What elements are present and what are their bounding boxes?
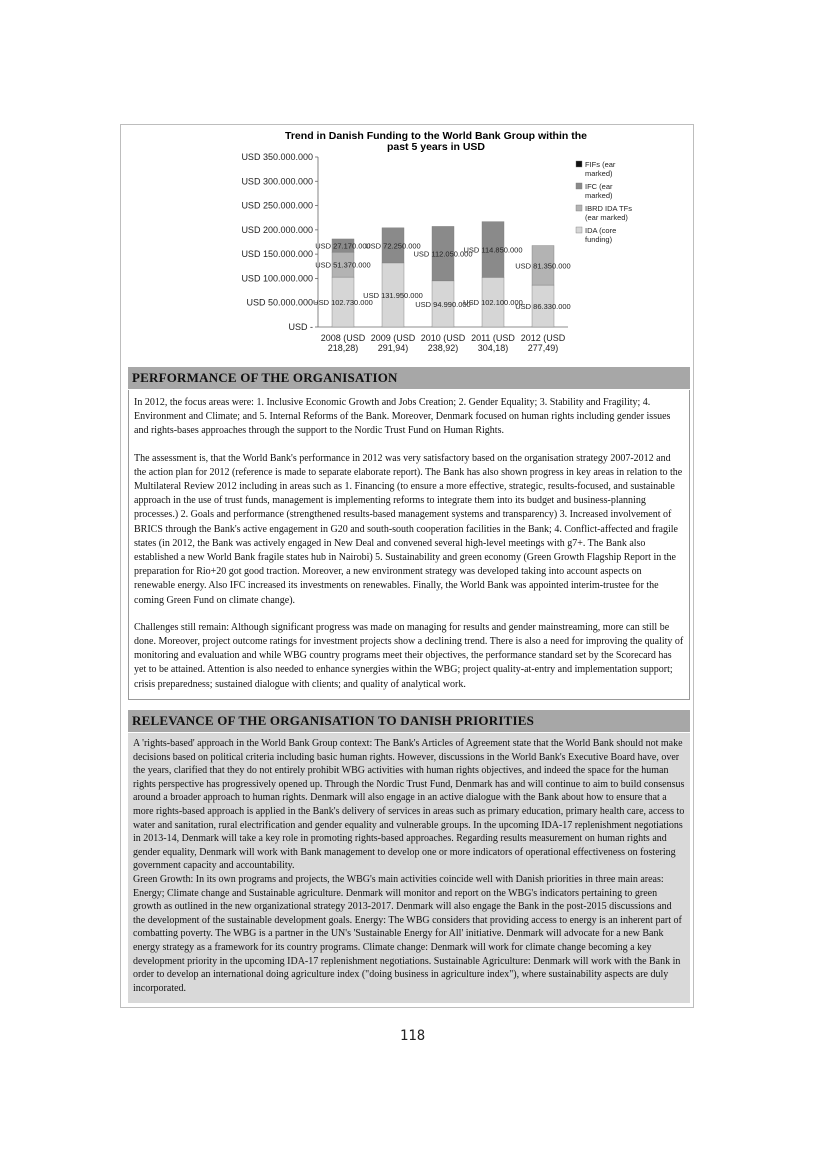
x-tick-label: 291,94) xyxy=(377,343,409,353)
relevance-heading: RELEVANCE OF THE ORGANISATION TO DANISH PRIORITIES xyxy=(128,710,690,732)
chart-title: Trend in Danish Funding to the World Bank Group within the xyxy=(285,130,587,142)
legend-label: IBRD IDA TFs xyxy=(585,204,632,213)
x-tick-label: 2010 (USD xyxy=(420,333,466,343)
legend-swatch xyxy=(576,161,582,167)
funding-chart-svg xyxy=(128,127,690,365)
y-tick-label: USD 300.000.000 xyxy=(241,176,313,187)
y-tick-label: USD 250.000.000 xyxy=(241,200,313,211)
legend-swatch xyxy=(576,205,582,211)
bar-data-label: USD 102.100.000 xyxy=(463,298,523,308)
x-tick-label: 2009 (USD xyxy=(370,333,416,343)
relevance-section xyxy=(128,733,690,1003)
relevance-paragraph: Green Growth: In its own programs and projects, the WBG's main activities coincide well with Danish priorities in three main areas: Energy; Climate change and Sustainable agriculture. Denmark will monitor and report on the WBG's indicators pertaining to green growth as outlined in the new organizational strategy 2013-2017. Denmark will also engage the Bank in the post-2015 discussions and the development of the sustainable development goals. Energy: The WBG considers that providing access to energy is an inherent part of combatting poverty. The WBG is a partner in the UN's 'Sustainable Energy for All' initiative. Denmark will advocate for a new Bank energy strategy as a framework for its country programs. Climate change: Denmark will work for climate change becoming a key development priority in the upcoming IDA-17 replenishment negotiations. Sustainable Agriculture: Denmark will work with the Bank in order to develop an international doing agriculture index ("doing business in agriculture index"), where sustainability aspects are duly incorporated. xyxy=(133,873,682,994)
performance-section xyxy=(128,390,690,700)
performance-paragraph: The assessment is, that the World Bank's performance in 2012 was very satisfactory based on the organisation strategy 2007-2012 and the action plan for 2012 (reference is made to separate elaborate report). The Bank has also shown progress in key areas in relation to the Multilateral Review 2012 including in areas such as 1. Financing (to ensure a more effective, strategic, results-focused, and sustainable approach in the use of trust funds, management is implementing reforms to integrate them into its budget and business-planning processes.) 2. Goals and performance (strengthened results-based management systems and transparency) 3. Increased involvement of BRICS through the Bank's active engagement in G20 and south-south cooperation facilities in the Bank; 4. Conflict-affected and fragile states (in 2012, the Bank was actively engaged in New Deal and convened several high-level meetings with g7+. The Bank also established a new World Bank fragile states hub in Nairobi) 5. Sustainability and green economy (Green Growth Flagship Report in the preparation for Rio+20 got good traction. Moreover, a new environment strategy was developed taking into account aspects on renewable energy. Also IFC increased its investments on renewables. Finally, the World Bank was appointed interim-trustee for the coming Green Fund on climate change). xyxy=(134,452,683,606)
bar-data-label: USD 86.330.000 xyxy=(515,302,571,312)
y-tick-label: USD 50.000.000 xyxy=(246,297,313,308)
bar-data-label: USD 114.850.000 xyxy=(463,245,523,255)
y-tick-label: USD 200.000.000 xyxy=(241,224,313,235)
performance-heading: PERFORMANCE OF THE ORGANISATION xyxy=(128,367,690,389)
legend-label: (ear marked) xyxy=(585,213,628,222)
bar-data-label: USD 51.370.000 xyxy=(315,260,371,270)
performance-paragraph: In 2012, the focus areas were: 1. Inclusive Economic Growth and Jobs Creation; 2. Gender Equality; 3. Stability and Fragility; 4. Environment and Climate; and 5. Internal Reforms of the Bank. Moreover, Denmark focused on human rights including gender issues and rights-bases approaches through the support to the Nordic Trust Fund on Human Rights. xyxy=(134,397,671,437)
legend-label: funding) xyxy=(585,235,613,244)
legend-label: marked) xyxy=(585,191,613,200)
performance-paragraph: Challenges still remain: Although significant progress was made on managing for results and gender mainstreaming, more can still be done. Moreover, project outcome ratings for investment projects show a declining trend. There is also a need for improving the quality of monitoring and evaluation and while WBG country programs meet their objectives, the performance standard set by the Scorecard has yet to be attained. Attention is also needed to enhance synergies within the WBG; project quality-at-entry and implementation support; crisis preparedness; sustained dialogue with clients; and quality of analytical work. xyxy=(134,621,684,690)
legend-label: IDA (core xyxy=(585,226,617,235)
bar-data-label: USD 102.730.000 xyxy=(313,298,373,308)
relevance-paragraph: A 'rights-based' approach in the World Bank Group context: The Bank's Articles of Agreement state that the World Bank should not make decisions based on political criteria including basic human rights. However, discussions in the World Bank's Executive Board have, over the years, clarified that they do not entirely prohibit WBG activities with human rights objectives, and indeed the space for the human rights perspective has progressively opened up. Through the Nordic Trust Fund, Denmark has and will continue to aim to build consensus around a broader approach to human rights. Denmark will also engage in an active dialogue with the Bank about how to ensure that a more rights-based approach is applied in the Bank's delivery of services in areas such as primary education, primary health care, access to water and sanitation, rural electrification and gender equality and vulnerable groups. In the upcoming IDA-17 replenishment negotiations in 2013-14, Denmark will take a key role in promoting rights-based approaches. Regarding results measurement on human rights and gender equality, Denmark will work with Bank management to develop one or more indicators of operational effectiveness on fostering government capacity and accountability. xyxy=(133,738,685,872)
y-tick-label: USD 350.000.000 xyxy=(241,152,313,162)
legend-swatch xyxy=(576,227,582,233)
x-tick-label: 2008 (USD xyxy=(320,333,366,343)
bar-data-label: USD 131.950.000 xyxy=(363,290,423,300)
x-tick-label: 304,18) xyxy=(477,343,509,353)
bar-data-label: USD 112.050.000 xyxy=(413,249,473,259)
legend-label: FIFs (ear xyxy=(585,160,616,169)
bar-data-label: USD 81.350.000 xyxy=(515,261,571,271)
y-tick-label: USD 150.000.000 xyxy=(241,249,313,260)
legend-swatch xyxy=(576,183,582,189)
y-tick-label: USD - xyxy=(288,322,313,332)
page-number: 118 xyxy=(399,1028,426,1044)
chart-title: past 5 years in USD xyxy=(386,141,486,153)
x-tick-label: 2012 (USD xyxy=(520,333,566,343)
x-tick-label: 277,49) xyxy=(527,343,559,353)
legend-label: IFC (ear xyxy=(585,182,613,191)
x-tick-label: 2011 (USD xyxy=(471,333,515,343)
funding-chart xyxy=(128,127,690,365)
bar-data-label: USD 72.250.000 xyxy=(365,241,421,251)
bar-data-label: USD 94.990.000 xyxy=(415,299,471,309)
legend-label: marked) xyxy=(585,169,613,178)
x-tick-label: 218,28) xyxy=(327,343,359,353)
bar-data-label: USD 27.170.000 xyxy=(315,241,371,251)
y-tick-label: USD 100.000.000 xyxy=(241,273,313,284)
x-tick-label: 238,92) xyxy=(427,343,459,353)
